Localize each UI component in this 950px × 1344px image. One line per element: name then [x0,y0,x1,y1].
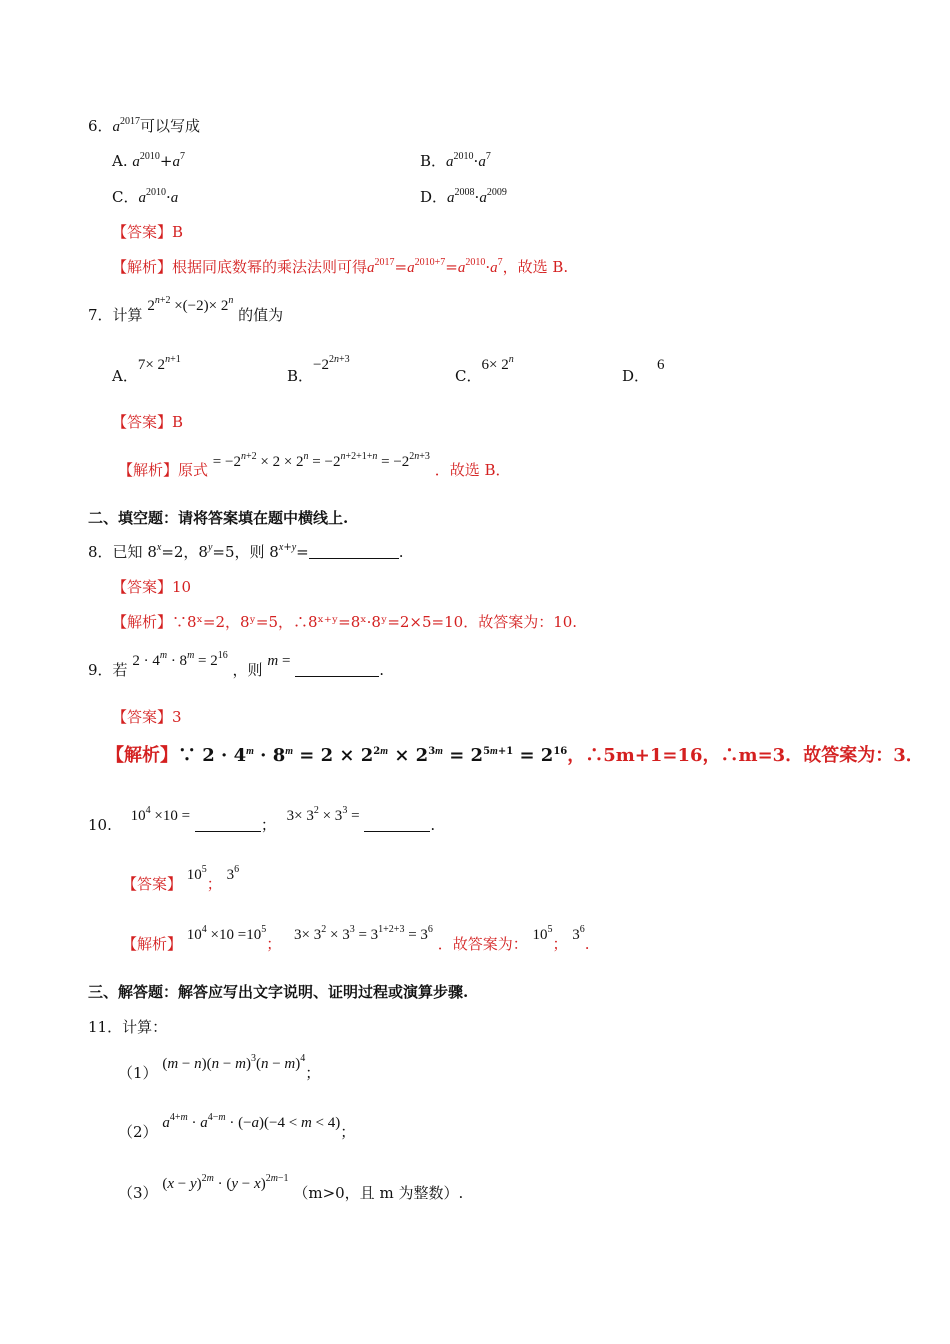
q9-analysis: 【解析】∵ $2 \cdot 4^m \cdot 8^m = 2 \times 2^{2m} \times 2^{3m} = 2^{5m+1} = 2^{16}$，∴5m+1=16，∴m=3．故答案为：3． [106,745,924,766]
q10-stem: 10. $10^4 \times 10$ = ； $3\times 3^2 \times 3^3$ = . [88,805,436,834]
q11-part-3: （3） $(x - y)^{2m} \cdot (y - x)^{2m-1}$ （m>0，且 m 为整数）. [118,1173,464,1202]
q6-stem: 6．$a^{2017}$可以写成 [88,116,201,135]
q6-analysis: 【解析】根据同底数幂的乘法法则可得$a^{2017}=a^{2010+7}=a^{2010}\cdot a^7$，故选 B. [112,257,569,276]
section-3-title: 三、解答题：解答应写出文字说明、证明过程或演算步骤. [88,983,469,1001]
q11-part-2: （2） $a^{4+m} \cdot a^{4-m} \cdot (-a)(-4 < m < 4)$； [118,1112,356,1141]
q6-option-a: A. $a^{2010}+a^7$ [112,151,185,170]
q10-blank-2[interactable] [364,817,430,832]
q8-answer: 【答案】10 [112,578,192,596]
q11-stem: 11．计算： [88,1018,168,1036]
q9-answer: 【答案】3 [112,708,182,726]
q8-analysis: 【解析】∵8ˣ=2，8ʸ=5，∴8ˣ⁺ʸ=8ˣ·8ʸ=2×5=10．故答案为：10. [112,613,578,631]
q7-option-d: D．6 [622,357,665,385]
q6-option-b: B．$a^{2010}\cdot a^7$ [420,151,491,170]
q6-option-c: C．$a^{2010}\cdot a$ [112,187,179,206]
q7-answer: 【答案】B [112,413,184,431]
q6-answer: 【答案】B [112,223,184,241]
q7-option-c: C．$6\times 2^n$ [455,354,514,385]
q11-part-1: （1） $(m - n)(n - m)^3(n - m)^4$； [118,1053,321,1082]
q8-blank[interactable] [309,544,399,559]
q10-analysis: 【解析】 $10^4 \times 10 =10^5$； $3\times 3^2 \times 3^3 = 3^{1+2+3} = 3^6$ ．故答案为： $10^5$； $3^6$. [122,924,590,953]
q9-blank[interactable] [295,662,379,677]
q7-stem: 7．计算 $2^{n+2} \times(-2)\times 2^n$ 的值为 [88,295,284,324]
q8-stem: 8．已知 $8^x=2$，$8^y=5$，则 $8^{x+y}=$ . [88,542,404,561]
q10-answer: 【答案】 $10^5$； $3^6$ [122,864,240,893]
q7-analysis: 【解析】原式 = $-2^{n+2} \times 2 \times 2^n = -2^{n+2+1+n} = -2^{2n+3}$ ．故选 B． [118,451,511,479]
section-2-title: 二、填空题：请将答案填在题中横线上. [88,509,349,527]
q7-option-b: B．$-2^{2n+3}$ [287,354,350,385]
q7-option-a: A．$7\times 2^{n+1}$ [112,354,181,385]
q9-stem: 9．若 $2 \cdot 4^m \cdot 8^m = 2^{16}$ ，则 m = . [88,650,384,679]
q6-option-d: D．$a^{2008}\cdot a^{2009}$ [420,187,507,206]
q10-blank-1[interactable] [195,817,261,832]
